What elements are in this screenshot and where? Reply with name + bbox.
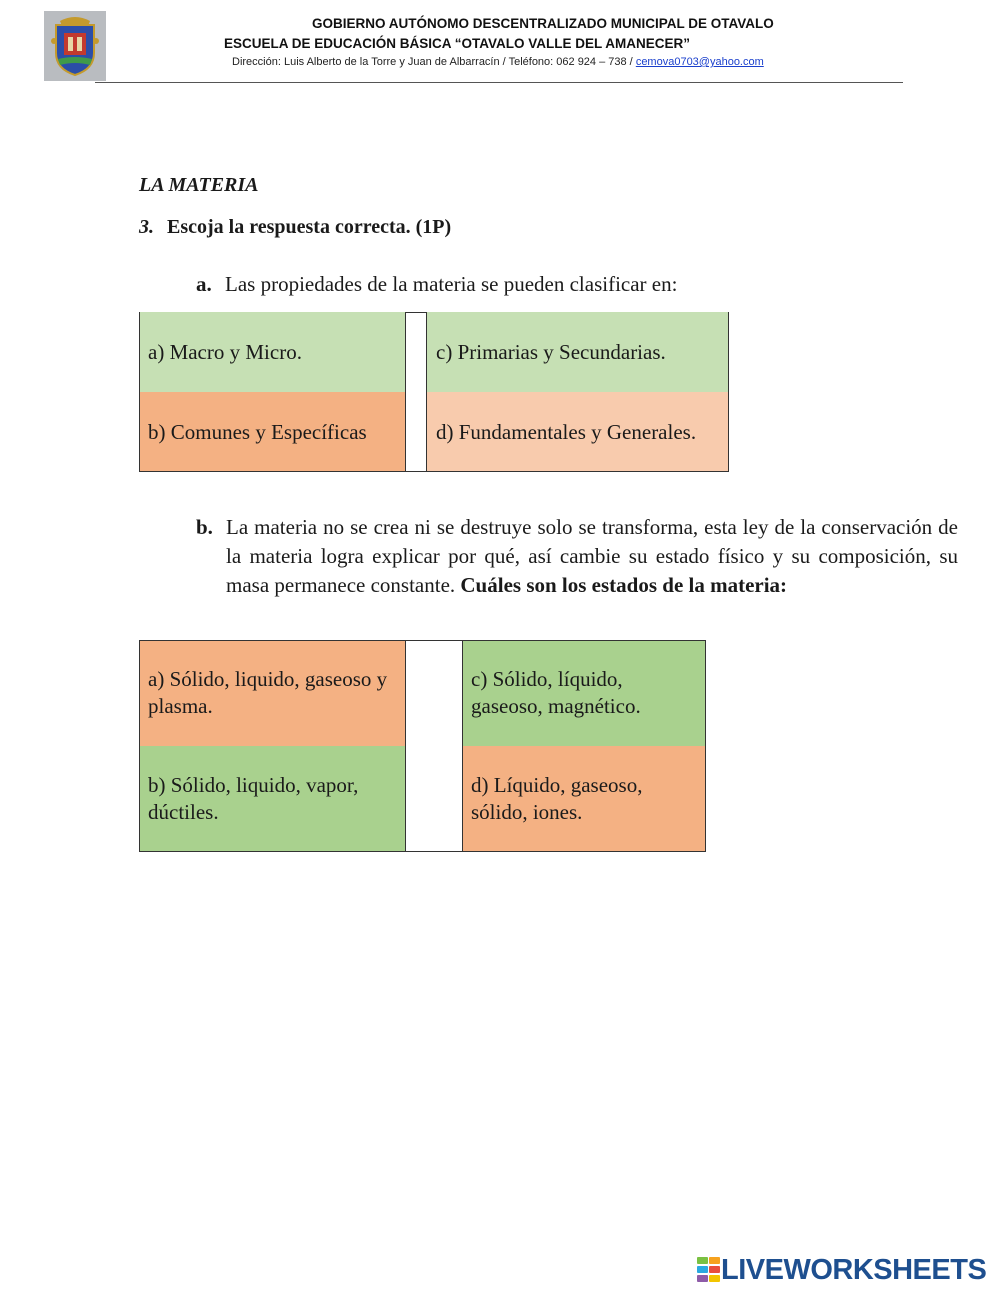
part-b-question: La materia no se crea ni se destruye solo se transforma, esta ley de la conservación de la materia logra explicar por qué, así cambie su estado físico y su composición, su masa permanece constante. <box>226 515 958 597</box>
part-b-prompt <box>196 513 958 600</box>
option-b-solido-vapor[interactable]: b) Sólido, liquido, vapor, dúctiles. <box>139 746 405 852</box>
option-c-solido-magnetico[interactable]: c) Sólido, líquido, gaseoso, magnético. <box>462 640 706 746</box>
part-b-question-bold: Cuáles son los estados de la materia: <box>460 573 788 597</box>
header-school-name: ESCUELA DE EDUCACIÓN BÁSICA “OTAVALO VALLE DEL AMANECER” <box>224 36 691 51</box>
part-a-gap-column <box>405 312 427 472</box>
part-b-table-border <box>139 640 706 852</box>
part-b-divider-left <box>405 640 406 852</box>
header-address <box>232 56 764 68</box>
email-link[interactable]: cemova0703@yahoo.com <box>635 56 764 68</box>
part-a-prompt <box>196 272 677 297</box>
part-b-label: b. <box>196 515 213 539</box>
liveworksheets-wordmark: LIVEWORKSHEETS <box>721 1253 987 1286</box>
option-d-fundamentales-generales[interactable]: d) Fundamentales y Generales. <box>427 392 728 472</box>
part-a-question: Las propiedades de la materia se pueden clasificar en: <box>225 272 678 296</box>
option-d-liquido-iones[interactable]: d) Líquido, gaseoso, sólido, iones. <box>462 746 706 852</box>
header-municipality: GOBIERNO AUTÓNOMO DESCENTRALIZADO MUNICIPAL DE OTAVALO <box>312 16 774 31</box>
school-crest-logo <box>44 11 106 81</box>
liveworksheets-icon <box>697 1257 721 1283</box>
question-number: 3. <box>139 216 154 238</box>
question-text: Escoja la respuesta correcta. (1P) <box>167 216 452 238</box>
address-text: Dirección: Luis Alberto de la Torre y Juan de Albarracín / Teléfono: 062 924 – 738 / <box>232 56 633 68</box>
question-heading <box>139 216 451 239</box>
option-a-macro-micro[interactable]: a) Macro y Micro. <box>139 312 405 392</box>
part-a-label: a. <box>196 272 212 296</box>
option-c-primarias-secundarias[interactable]: c) Primarias y Secundarias. <box>427 312 728 392</box>
option-b-comunes-especificas[interactable]: b) Comunes y Específicas <box>139 392 405 472</box>
part-a-table-border <box>139 312 729 472</box>
header-divider <box>95 82 903 83</box>
section-title: LA MATERIA <box>139 174 259 196</box>
liveworksheets-logo <box>697 1254 986 1286</box>
option-a-solido-plasma[interactable]: a) Sólido, liquido, gaseoso y plasma. <box>139 640 405 746</box>
part-b-divider-right <box>462 640 463 852</box>
